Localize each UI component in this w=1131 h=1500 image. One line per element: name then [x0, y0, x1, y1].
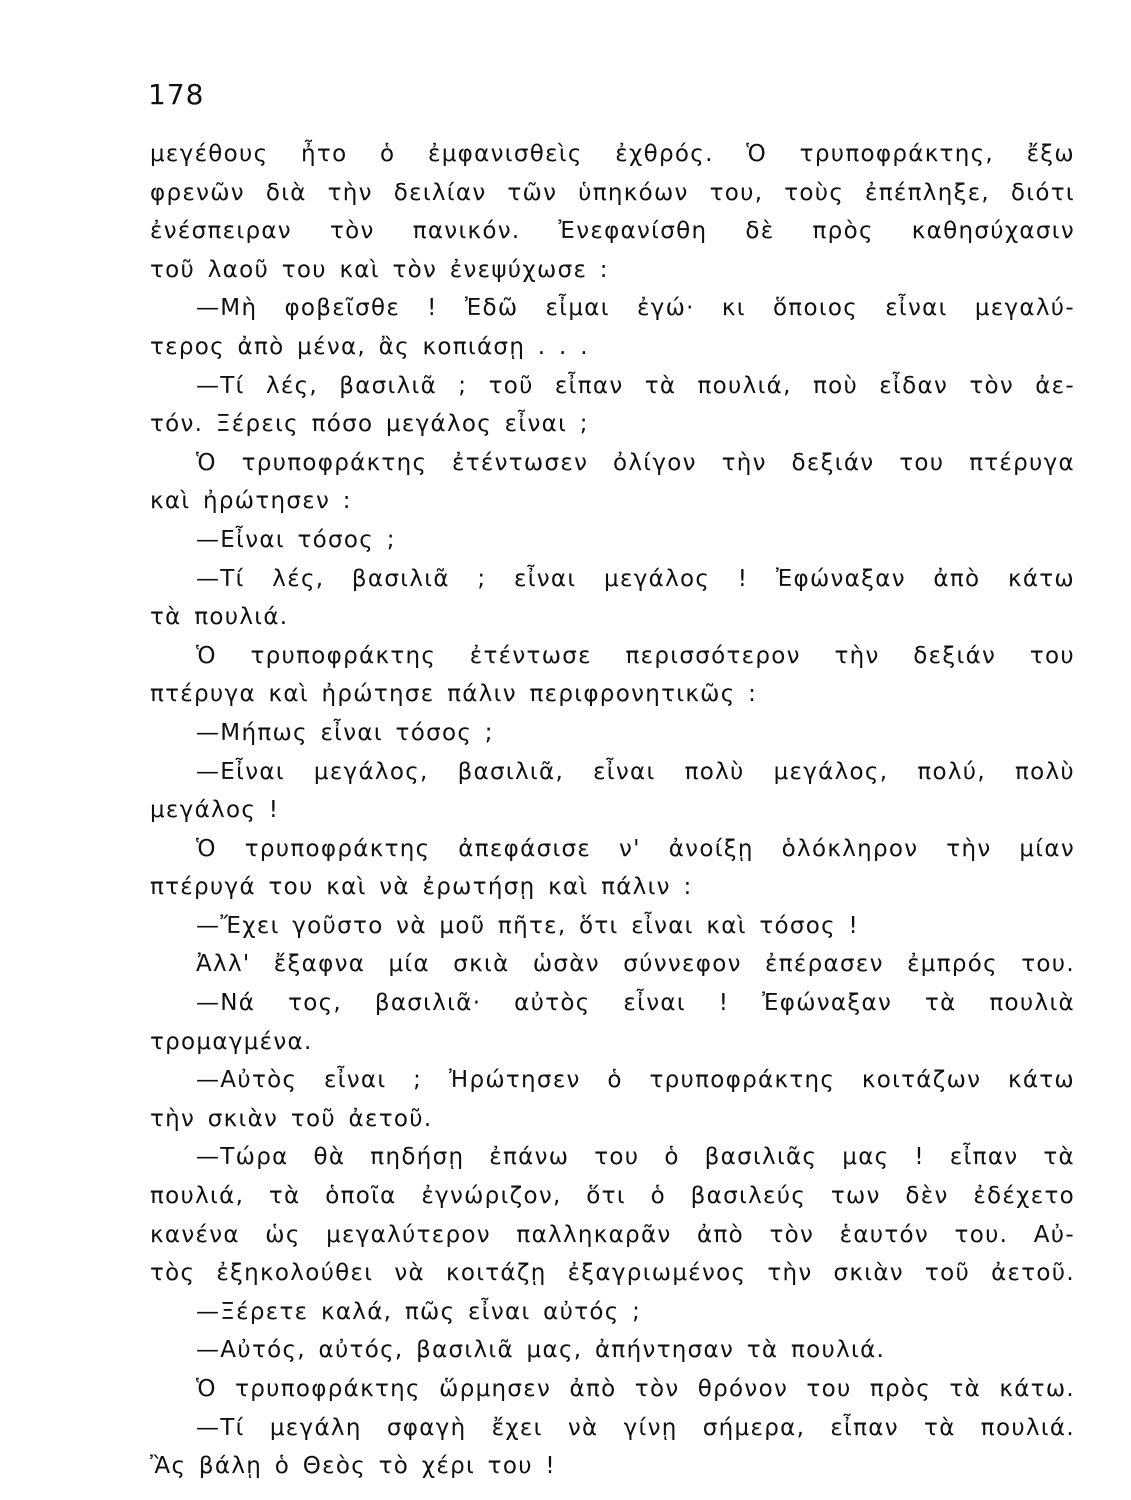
text-line: μεγάλος ! [150, 797, 280, 824]
text-line: —Τώρα θὰ πηδήσῃ ἐπάνω του ὁ βασιλιᾶς μας ! εἶπαν τὰ [196, 1144, 1075, 1171]
text-line: τὴν σκιὰν τοῦ ἀετοῦ. [150, 1105, 433, 1132]
text-line: Ὁ τρυποφράκτης ὥρμησεν ἀπὸ τὸν θρόνον του πρὸς τὰ κάτω. [196, 1376, 1075, 1402]
text-line: Ὁ τρυποφράκτης ἀπεφάσισε ν' ἀνοίξῃ ὁλόκληρον τὴν μίαν [196, 835, 1075, 862]
body-text [150, 135, 1075, 1486]
text-line: —Ἔχει γοῦστο νὰ μοῦ πῆτε, ὅτι εἶναι καὶ τόσος ! [196, 912, 860, 939]
page-number: 178 [148, 78, 205, 111]
text-line: —Τί λές, βασιλιᾶ ; τοῦ εἶπαν τὰ πουλιά, ποὺ εἶδαν τὸν ἀε- [196, 372, 1075, 399]
text-line: —Αὐτὸς εἶναι ; Ἠρώτησεν ὁ τρυποφράκτης κοιτάζων κάτω [196, 1067, 1075, 1094]
text-line: κανένα ὡς μεγαλύτερον παλληκαρᾶν ἀπὸ τὸν ἑαυτόν του. Αὐ- [150, 1221, 1075, 1248]
text-line: τρομαγμένα. [150, 1028, 313, 1055]
text-line: πουλιά, τὰ ὁποῖα ἐγνώριζον, ὅτι ὁ βασιλεύς των δὲν ἐδέχετο [150, 1183, 1075, 1210]
text-line: τερος ἀπὸ μένα, ἂς κοπιάσῃ . . . [150, 333, 589, 360]
text-line: Ἀλλ' ἔξαφνα μία σκιὰ ὡσὰν σύννεφον ἐπέρασεν ἐμπρός του. [196, 951, 1075, 978]
text-line: τόν. Ξέρεις πόσο μεγάλος εἶναι ; [150, 411, 589, 438]
text-line: —Τί μεγάλη σφαγὴ ἔχει νὰ γίνῃ σήμερα, εἶπαν τὰ πουλιά. [196, 1414, 1075, 1441]
text-line: καὶ ἠρώτησεν : [150, 488, 352, 515]
text-line: —Μὴ φοβεῖσθε ! Ἐδῶ εἶμαι ἐγώ· κι ὅποιος εἶναι μεγαλύ- [196, 295, 1075, 322]
text-line: —Νά τος, βασιλιᾶ· αὐτὸς εἶναι ! Ἐφώναξαν τὰ πουλιὰ [196, 990, 1075, 1017]
text-line: —Ξέρετε καλά, πῶς εἶναι αὐτός ; [196, 1298, 642, 1325]
text-line: Ἂς βάλῃ ὁ Θεὸς τὸ χέρι του ! [150, 1453, 556, 1480]
text-line: πτέρυγα καὶ ἠρώτησε πάλιν περιφρονητικῶς : [150, 681, 758, 708]
text-line: μεγέθους ἦτο ὁ ἐμφανισθεὶς ἐχθρός. Ὁ τρυποφράκτης, ἔξω [150, 141, 1075, 167]
text-line: —Εἶναι μεγάλος, βασιλιᾶ, εἶναι πολὺ μεγάλος, πολύ, πολὺ [196, 758, 1075, 785]
text-line: τὸς ἐξηκολούθει νὰ κοιτάζῃ ἐξαγριωμένος τὴν σκιὰν τοῦ ἀετοῦ. [150, 1260, 1075, 1287]
text-line: Ὁ τρυποφράκτης ἐτέντωσε περισσότερον τὴν δεξιάν του [196, 642, 1075, 669]
text-line: —Τί λές, βασιλιᾶ ; εἶναι μεγάλος ! Ἐφώναξαν ἀπὸ κάτω [196, 565, 1075, 592]
text-line: φρενῶν διὰ τὴν δειλίαν τῶν ὑπηκόων του, τοὺς ἐπέπληξε, διότι [150, 179, 1075, 206]
text-line: —Αὐτός, αὐτός, βασιλιᾶ μας, ἀπήντησαν τὰ πουλιά. [196, 1337, 886, 1364]
text-line: τοῦ λαοῦ του καὶ τὸν ἐνεψύχωσε : [150, 256, 609, 283]
text-line: τὰ πουλιά. [150, 604, 289, 631]
text-line: πτέρυγά του καὶ νὰ ἐρωτήσῃ καὶ πάλιν : [150, 874, 693, 901]
text-line: —Μήπως εἶναι τόσος ; [196, 719, 494, 746]
text-line: Ὁ τρυποφράκτης ἐτέντωσεν ὀλίγον τὴν δεξιάν του πτέρυγα [196, 449, 1075, 476]
text-line: —Εἶναι τόσος ; [196, 526, 396, 553]
text-line: ἐνέσπειραν τὸν πανικόν. Ἐνεφανίσθη δὲ πρὸς καθησύχασιν [150, 218, 1075, 245]
